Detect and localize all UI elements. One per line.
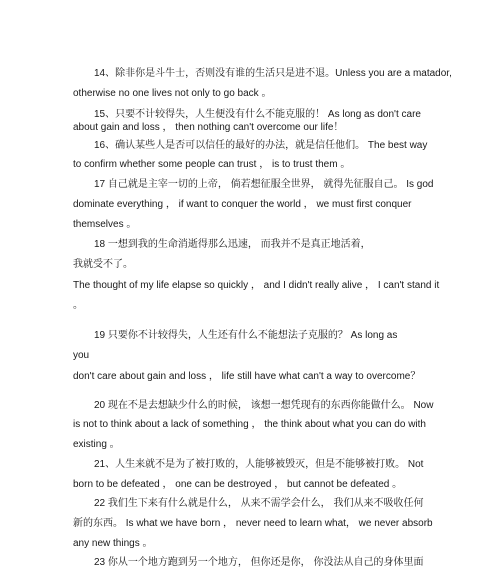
text-line: to confirm whether some people can trust ， is to trust them 。	[73, 159, 351, 170]
text-line: about gain and loss ， then nothing can't overcome our life！	[73, 122, 344, 133]
text-line: is not to think about a lack of something ， the think about what you can do with	[73, 419, 426, 430]
text-line: otherwise no one lives not only to go back 。	[73, 88, 272, 99]
text-line: 17 自己就是主宰一切的上帝， 倘若想征服全世界， 就得先征服自己。 Is god	[94, 179, 434, 190]
text-line: 21、人生来就不是为了被打败的，人能够被毁灭，但是不能够被打败。 Not	[94, 459, 424, 470]
text-line: 16、确认某些人是否可以信任的最好的办法，就是信任他们。 The best way	[94, 140, 428, 151]
text-line: don't care about gain and loss ， life still have what can't a way to overcome？	[73, 371, 421, 382]
text-line: 。	[73, 300, 83, 311]
text-line: any new things 。	[73, 538, 153, 549]
text-line: 我就受不了。	[73, 259, 133, 270]
text-line: themselves 。	[73, 219, 137, 230]
text-line: you	[73, 350, 90, 361]
text-line: 18 一想到我的生命消逝得那么迅速， 而我并不是真正地活着，	[94, 239, 371, 250]
text-line: 19 只要你不计较得失，人生还有什么不能想法子克服的？ As long as	[94, 330, 398, 341]
text-line: 22 我们生下来有什么就是什么， 从来不需学会什么， 我们从来不吸收任何	[94, 498, 424, 509]
text-line: 新的东西。 Is what we have born ， never need to learn what， we never absorb	[73, 518, 433, 529]
text-line: The thought of my life elapse so quickly ， and I didn't really alive ， I can't stand it	[73, 280, 440, 291]
text-line: 14、除非你是斗牛士，否则没有谁的生活只是进不退。Unless you are a matador,	[94, 68, 452, 79]
text-line: existing 。	[73, 439, 120, 450]
text-line: 23 你从一个地方跑到另一个地方， 但你还是你， 你没法从自己的身体里面	[94, 557, 424, 568]
text-line: born to be defeated ， one can be destroyed ， but cannot be defeated 。	[73, 479, 403, 490]
text-line: 15、只要不计较得失，人生便没有什么不能克服的！ As long as don't care	[94, 109, 421, 120]
text-line: dominate everything ， if want to conquer the world ， we must first conquer	[73, 199, 412, 210]
text-line: 20 现在不是去想缺少什么的时候， 该想一想凭现有的东西你能做什么。 Now	[94, 400, 434, 411]
